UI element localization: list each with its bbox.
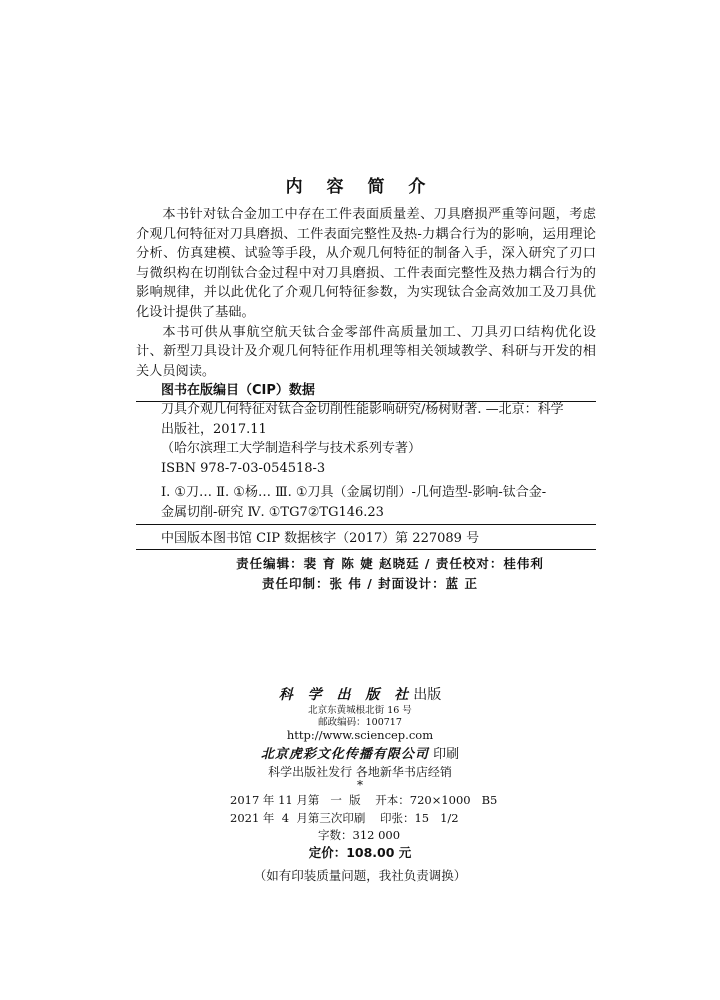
printer-suffix: 印刷	[428, 747, 460, 762]
cip-data-block	[136, 400, 596, 522]
word-count: 字数：312 000	[318, 828, 401, 842]
page-title: 内 容 简 介	[285, 177, 435, 197]
production-credits: 责任印制：张 伟 / 封面设计：蓝 正	[262, 576, 478, 591]
cip-title-line-cont: 出版社，2017.11	[161, 421, 267, 437]
intro-paragraph-2: 本书可供从事航空航天钛合金零部件高质量加工、刀具刃口结构优化设计、新型刀具设计及介观几何特征作用机理等相关领域教学、科研与开发的相关人员阅读。	[136, 324, 596, 379]
edition-line: 2017 年 11 月第 一 版 开本：720×1000 B5	[230, 793, 498, 807]
intro-section	[136, 205, 596, 381]
printing-line: 2021 年 4 月第三次印刷 印张：15 1/2	[230, 811, 459, 825]
separator-star: *	[357, 778, 363, 792]
printer-line	[0, 743, 720, 762]
printer-name: 北京虎彩文化传播有限公司	[260, 747, 429, 762]
cip-subjects-cont: 金属切削-研究 Ⅳ. ①TG7②TG146.23	[161, 504, 384, 520]
price: 定价：108.00 元	[308, 845, 412, 860]
publisher-line	[0, 684, 720, 704]
cip-number: 中国版本图书馆 CIP 数据核字（2017）第 227089 号	[136, 524, 596, 550]
intro-paragraph-1: 本书针对钛合金加工中存在工件表面质量差、刀具磨损严重等问题，考虑介观几何特征对刀具磨损、工件表面完整性及热-力耦合行为的影响，运用理论分析、仿真建模、试验等手段，从介观几何特征的制备入手，深入研究了刃口与微织构在切削钛合金过程中对刀具磨损、工件表面完整性及热力耦合行为的影响规律，并以此优化了介观几何特征参数，为实现钛合金高效加工及刀具优化设计提供了基础。	[136, 207, 596, 320]
cip-title-line: 刀具介观几何特征对钛合金切削性能影响研究/杨树财著. —北京：科学	[161, 402, 564, 417]
publisher-address: 北京东黄城根北街 16 号	[308, 705, 412, 716]
quality-notice: （如有印装质量问题，我社负责调换）	[253, 868, 467, 883]
publisher-url: http://www.sciencep.com	[286, 728, 434, 742]
cip-isbn: ISBN 978-7-03-054518-3	[161, 460, 326, 476]
publisher-name: 科 学 出 版 社	[278, 687, 414, 703]
editor-credits: 责任编辑：裴 育 陈 婕 赵晓廷 / 责任校对：桂伟利	[236, 556, 544, 571]
publisher-postcode: 邮政编码：100717	[318, 717, 402, 728]
publisher-suffix: 出版	[413, 687, 442, 703]
cip-series: （哈尔滨理工大学制造科学与技术系列专著）	[161, 441, 422, 456]
cip-subjects: Ⅰ. ①刀… Ⅱ. ①杨… Ⅲ. ①刀具（金属切削）-几何造型-影响-钛合金-	[161, 485, 547, 500]
distribution-line: 科学出版社发行 各地新华书店经销	[268, 765, 452, 779]
cip-header: 图书在版编目（CIP）数据	[136, 379, 596, 402]
